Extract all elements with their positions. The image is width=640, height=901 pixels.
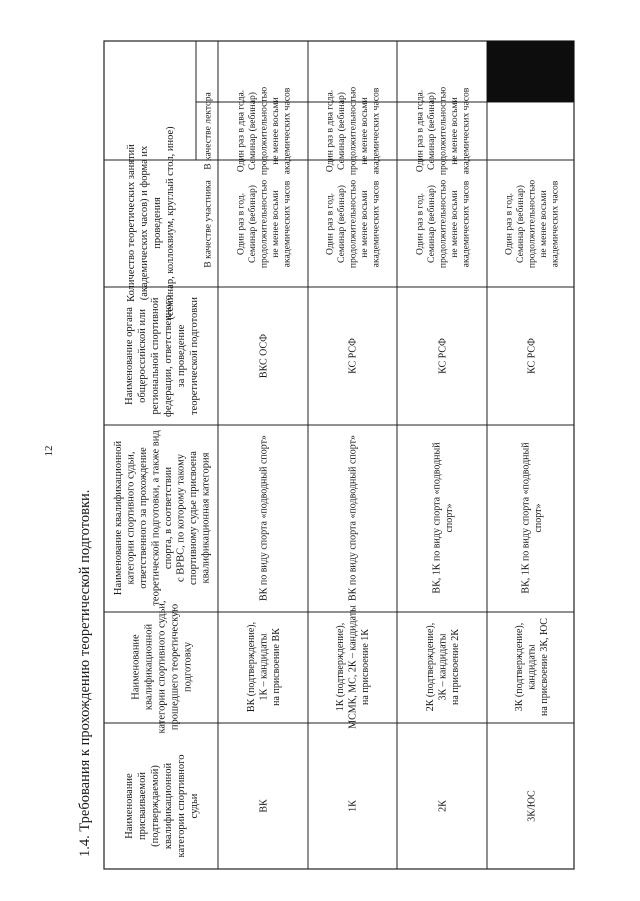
participant-cell-line: Семинар (вебинар) bbox=[247, 185, 258, 263]
participant-cell-line: продолжительностью bbox=[437, 179, 449, 269]
participant-cell-line: не менее восьми bbox=[449, 190, 460, 258]
lecturer-cell-line: продолжительностью bbox=[437, 86, 449, 176]
section-heading: 1.4. Требования к прохождению теоретической подготовки. bbox=[77, 489, 93, 857]
subheader-cell-line: В качестве участника bbox=[202, 180, 214, 268]
participant-cell-line: продолжительностью bbox=[526, 179, 538, 269]
header-cell-line: Наименование bbox=[124, 773, 135, 839]
organ-cell-line: КС РСФ bbox=[437, 338, 449, 374]
header-cell-line: спортивному судье присвоена bbox=[187, 451, 199, 585]
header-cell-line: судьи bbox=[189, 793, 200, 819]
category-cell bbox=[438, 800, 449, 812]
trained-cell bbox=[246, 622, 282, 712]
header-cell bbox=[126, 126, 176, 320]
header-cell-line: региональной спортивной bbox=[150, 297, 161, 415]
header-cell bbox=[131, 600, 194, 733]
category-cell bbox=[527, 790, 538, 822]
organ-cell bbox=[438, 338, 449, 374]
header-cell-line: квалификационная категория bbox=[200, 452, 212, 584]
participant-cell-line: Семинар (вебинар) bbox=[336, 185, 347, 263]
participant-cell-line: продолжительностью bbox=[347, 179, 359, 269]
trained-cell-line: 1К – кандидаты bbox=[258, 633, 270, 701]
page-number: 12 bbox=[43, 445, 55, 457]
header-cell-line: Наименование органа bbox=[124, 307, 135, 405]
lecturer-cell-line: продолжительностью bbox=[347, 86, 359, 176]
subheader-cell bbox=[203, 180, 214, 268]
organ-cell bbox=[259, 334, 270, 378]
header-cell-line: подготовку bbox=[182, 642, 194, 692]
responsible-cell bbox=[348, 435, 359, 601]
lecturer-cell-line: Семинар (вебинар) bbox=[336, 92, 347, 170]
header-cell-line: квалификационной bbox=[163, 762, 174, 850]
trained-cell-line: МСМК, МС, 2К – кандидаты bbox=[347, 605, 359, 729]
header-cell-line: теоретической подготовки bbox=[189, 297, 200, 415]
organ-cell-line: КС РСФ bbox=[347, 338, 359, 374]
trained-cell-line: 3К (подтверждение), bbox=[514, 622, 525, 712]
header-cell-line: Наименование квалификационной bbox=[112, 440, 124, 596]
responsible-cell-line: ВК по виду спорта «подводный спорт» bbox=[347, 435, 359, 601]
trained-cell bbox=[335, 605, 371, 729]
table-cells bbox=[113, 87, 561, 858]
trained-cell-line: на присвоение 1К bbox=[360, 629, 371, 705]
lecturer-cell-line: продолжительностью bbox=[258, 86, 270, 176]
lecturer-cell bbox=[325, 87, 382, 175]
trained-cell bbox=[425, 623, 461, 712]
header-cell-line: Количество теоретических занятий bbox=[126, 144, 137, 302]
organ-cell bbox=[348, 338, 359, 374]
participant-cell-line: не менее восьми bbox=[359, 190, 370, 258]
lecturer-cell-line: Семинар (вебинар) bbox=[426, 92, 437, 170]
header-cell bbox=[124, 755, 200, 858]
category-cell-line: 1К bbox=[347, 800, 359, 812]
participant-cell-line: академических часов bbox=[281, 180, 293, 268]
lecturer-cell-line: академических часов bbox=[460, 87, 472, 175]
header-cell-line: (семинар, коллоквиум, круглый стол, иное) bbox=[165, 126, 176, 320]
header-cell-line: категории спортивного bbox=[176, 754, 187, 858]
header-cell-line: Наименование bbox=[130, 634, 142, 700]
responsible-cell-line: ВК, 1К по виду спорта «подводный bbox=[520, 442, 532, 594]
trained-cell-line: 1К (подтверждение), bbox=[335, 622, 346, 712]
header-cell-line: федерации, ответственного bbox=[163, 295, 174, 417]
trained-cell-line: на присвоение 3К, ЮС bbox=[539, 618, 550, 716]
lecturer-cell-line: академических часов bbox=[281, 87, 293, 175]
participant-cell-line: продолжительностью bbox=[258, 179, 270, 269]
trained-cell-line: на присвоение 2К bbox=[450, 629, 461, 705]
header-cell-line: квалификационной bbox=[143, 623, 155, 711]
header-cell-line: присваиваемой bbox=[137, 772, 148, 840]
redacted-cell bbox=[487, 41, 574, 102]
category-cell-line: 3К/ЮС bbox=[526, 790, 538, 822]
responsible-cell-line: ВК по виду спорта «подводный спорт» bbox=[258, 435, 270, 601]
lecturer-cell-line: Один раз в два года. bbox=[235, 89, 247, 173]
header-cell-line: теоретической подготовки, а также вид bbox=[150, 430, 162, 606]
responsible-cell-line: спорт» bbox=[532, 503, 544, 533]
participant-cell-line: Один раз в год. bbox=[503, 192, 515, 256]
responsible-cell bbox=[520, 442, 544, 594]
trained-cell bbox=[514, 618, 550, 716]
participant-cell-line: не менее восьми bbox=[538, 190, 549, 258]
participant-cell-line: академических часов bbox=[460, 180, 472, 268]
header-cell-line: (подтверждаемой) bbox=[150, 765, 161, 847]
lecturer-cell-line: Семинар (вебинар) bbox=[247, 92, 258, 170]
header-cell-line: с ВРВС, по которому такому bbox=[175, 454, 187, 582]
category-cell bbox=[259, 799, 270, 813]
responsible-cell-line: ВК, 1К по виду спорта «подводный bbox=[431, 442, 443, 594]
category-cell-line: ВК bbox=[258, 799, 270, 813]
lecturer-cell-line: Один раз в два года. bbox=[324, 89, 336, 173]
responsible-cell-line: спорт» bbox=[443, 503, 455, 533]
header-cell bbox=[113, 430, 212, 606]
participant-cell-line: Семинар (вебинар) bbox=[515, 185, 526, 263]
participant-cell-line: Семинар (вебинар) bbox=[426, 185, 437, 263]
category-cell bbox=[348, 800, 359, 812]
header-cell-line: категории спортивного судьи, bbox=[125, 451, 137, 585]
participant-cell-line: Один раз в год. bbox=[414, 192, 426, 256]
trained-cell-line: на присвоение ВК bbox=[271, 628, 282, 706]
trained-cell-line: 3К – кандидаты bbox=[437, 633, 449, 701]
participant-cell-line: не менее восьми bbox=[270, 190, 281, 258]
lecturer-cell-line: не менее восьми bbox=[270, 97, 281, 165]
participant-cell-line: академических часов bbox=[549, 180, 561, 268]
participant-cell-line: Один раз в год. bbox=[324, 192, 336, 256]
lecturer-cell-line: Один раз в два года. bbox=[414, 89, 426, 173]
organ-cell-line: КС РСФ bbox=[526, 338, 538, 374]
trained-cell-line: кандидаты bbox=[526, 644, 538, 690]
participant-cell bbox=[236, 180, 293, 268]
participant-cell bbox=[325, 180, 382, 268]
category-cell-line: 2К bbox=[437, 800, 449, 812]
header-cell-line: категории спортивного судьи, bbox=[156, 600, 168, 734]
lecturer-cell-line: не менее восьми bbox=[449, 97, 460, 165]
participant-cell bbox=[504, 180, 561, 268]
trained-cell-line: 2К (подтверждение), bbox=[425, 622, 436, 712]
header-cell-line: прошедшего теоретическую bbox=[169, 603, 181, 731]
responsible-cell bbox=[431, 442, 455, 594]
participant-cell-line: академических часов bbox=[370, 180, 382, 268]
lecturer-cell bbox=[415, 87, 472, 175]
lecturer-cell-line: академических часов bbox=[370, 87, 382, 175]
trained-cell-line: ВК (подтверждение), bbox=[246, 621, 257, 713]
header-cell-line: спорта, в соответствии bbox=[162, 466, 174, 570]
subheader-cell-line: В качестве лектора bbox=[202, 92, 214, 170]
lecturer-cell-line: не менее восьми bbox=[359, 97, 370, 165]
responsible-cell bbox=[259, 435, 270, 601]
header-cell-line: проведения bbox=[152, 197, 163, 249]
header-cell-line: общероссийской или bbox=[137, 309, 148, 403]
participant-cell-line: Один раз в год. bbox=[235, 192, 247, 256]
subheader-cell bbox=[203, 91, 214, 169]
header-cell-line: ответственного за прохождение bbox=[137, 447, 149, 589]
header-cell-line: за проведение bbox=[176, 324, 187, 388]
organ-cell-line: ВКС ОСФ bbox=[258, 333, 270, 379]
organ-cell bbox=[527, 338, 538, 374]
lecturer-cell bbox=[236, 87, 293, 175]
header-cell bbox=[124, 295, 200, 417]
participant-cell bbox=[415, 180, 472, 268]
header-cell-line: (академических часов) и форма их bbox=[139, 145, 150, 301]
